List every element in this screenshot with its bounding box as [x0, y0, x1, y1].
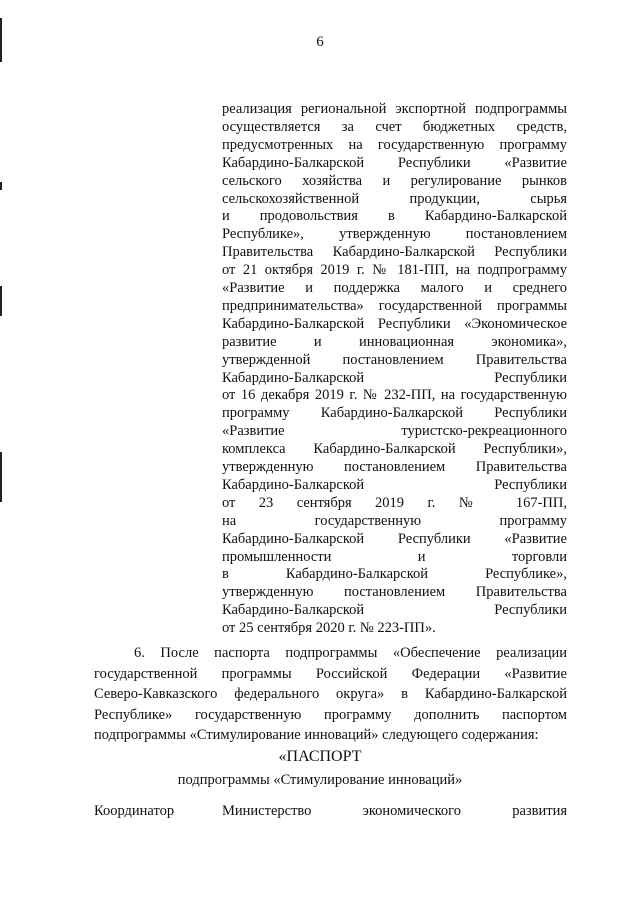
- passport-title: «ПАСПОРТ: [278, 748, 362, 765]
- passport-subtitle: подпрограммы «Стимулирование инноваций»: [177, 772, 463, 788]
- column-block-line: реализация региональной экспортной подпрограммы: [222, 101, 567, 117]
- column-block-line: сельскохозяйственной продукции, сырья: [222, 190, 567, 207]
- column-block-line: утвержденную постановлением Правительства: [222, 459, 567, 475]
- column-block-line: программу Кабардино-Балкарской Республики: [222, 405, 567, 422]
- column-block-line: сельского хозяйства и регулирование рынков: [222, 172, 567, 189]
- column-block-line: Кабардино-Балкарской Республики «Экономическое: [222, 315, 567, 332]
- column-block-line: Правительства Кабардино-Балкарской Республики: [222, 244, 567, 261]
- coordinator-label: Координатор: [94, 803, 175, 819]
- column-block-line: Кабардино-Балкарской Республики: [222, 476, 567, 493]
- column-block-line: промышленности и торговли: [222, 548, 567, 565]
- column-block-line: от 23 сентября 2019 г. № 167-ПП,: [222, 494, 567, 511]
- column-block-line: от 21 октября 2019 г. № 181-ПП, на подпрограмму: [222, 262, 567, 279]
- column-block-line: от 16 декабря 2019 г. № 232-ПП, на государственную: [222, 387, 567, 404]
- column-block-line: предпринимательства» государственной программы: [222, 297, 567, 314]
- column-block-line: Республике», утвержденную постановлением: [222, 226, 567, 243]
- paragraph-6-line: 6. После паспорта подпрограммы «Обеспечение реализации: [134, 645, 567, 661]
- coordinator-value: Министерство экономического развития: [222, 803, 567, 819]
- page-number: 6: [316, 34, 324, 50]
- column-block-line: развитие и инновационная экономика»,: [222, 333, 567, 350]
- column-block-line: «Развитие и поддержка малого и среднего: [222, 280, 567, 296]
- paragraph-6-line: государственной программы Российской Федерации «Развитие: [94, 665, 567, 682]
- column-block-line: осуществляется за счет бюджетных средств,: [222, 118, 567, 135]
- column-block-line: от 25 сентября 2020 г. № 223-ПП».: [222, 620, 436, 637]
- column-block-line: Кабардино-Балкарской Республики: [222, 602, 567, 619]
- column-block-line: «Развитие туристско-рекреационного: [222, 423, 567, 440]
- scan-mark: [0, 452, 2, 502]
- column-block-line: комплекса Кабардино-Балкарской Республики»,: [222, 441, 567, 458]
- scan-mark: [0, 182, 2, 190]
- scan-mark: [0, 286, 2, 316]
- column-block-line: утвержденной постановлением Правительства: [222, 351, 567, 368]
- column-block-line: в Кабардино-Балкарской Республике»,: [222, 566, 567, 583]
- column-block-line: Кабардино-Балкарской Республики: [222, 369, 567, 386]
- paragraph-6-line: подпрограммы «Стимулирование инноваций» следующего содержания:: [94, 727, 539, 743]
- column-block-line: предусмотренных на государственную программу: [222, 136, 567, 153]
- paragraph-6-line: Северо-Кавказского федерального округа» в Кабардино-Балкарской: [94, 686, 567, 702]
- column-block-line: утвержденную постановлением Правительства: [222, 584, 567, 601]
- paragraph-6-line: Республике» государственную программу дополнить паспортом: [94, 706, 567, 723]
- column-block-line: Кабардино-Балкарской Республики «Развитие: [222, 530, 567, 547]
- column-block-line: Кабардино-Балкарской Республики «Развитие: [222, 154, 567, 171]
- column-block-line: на государственную программу: [222, 512, 567, 529]
- column-block-line: и продовольствия в Кабардино-Балкарской: [222, 208, 567, 225]
